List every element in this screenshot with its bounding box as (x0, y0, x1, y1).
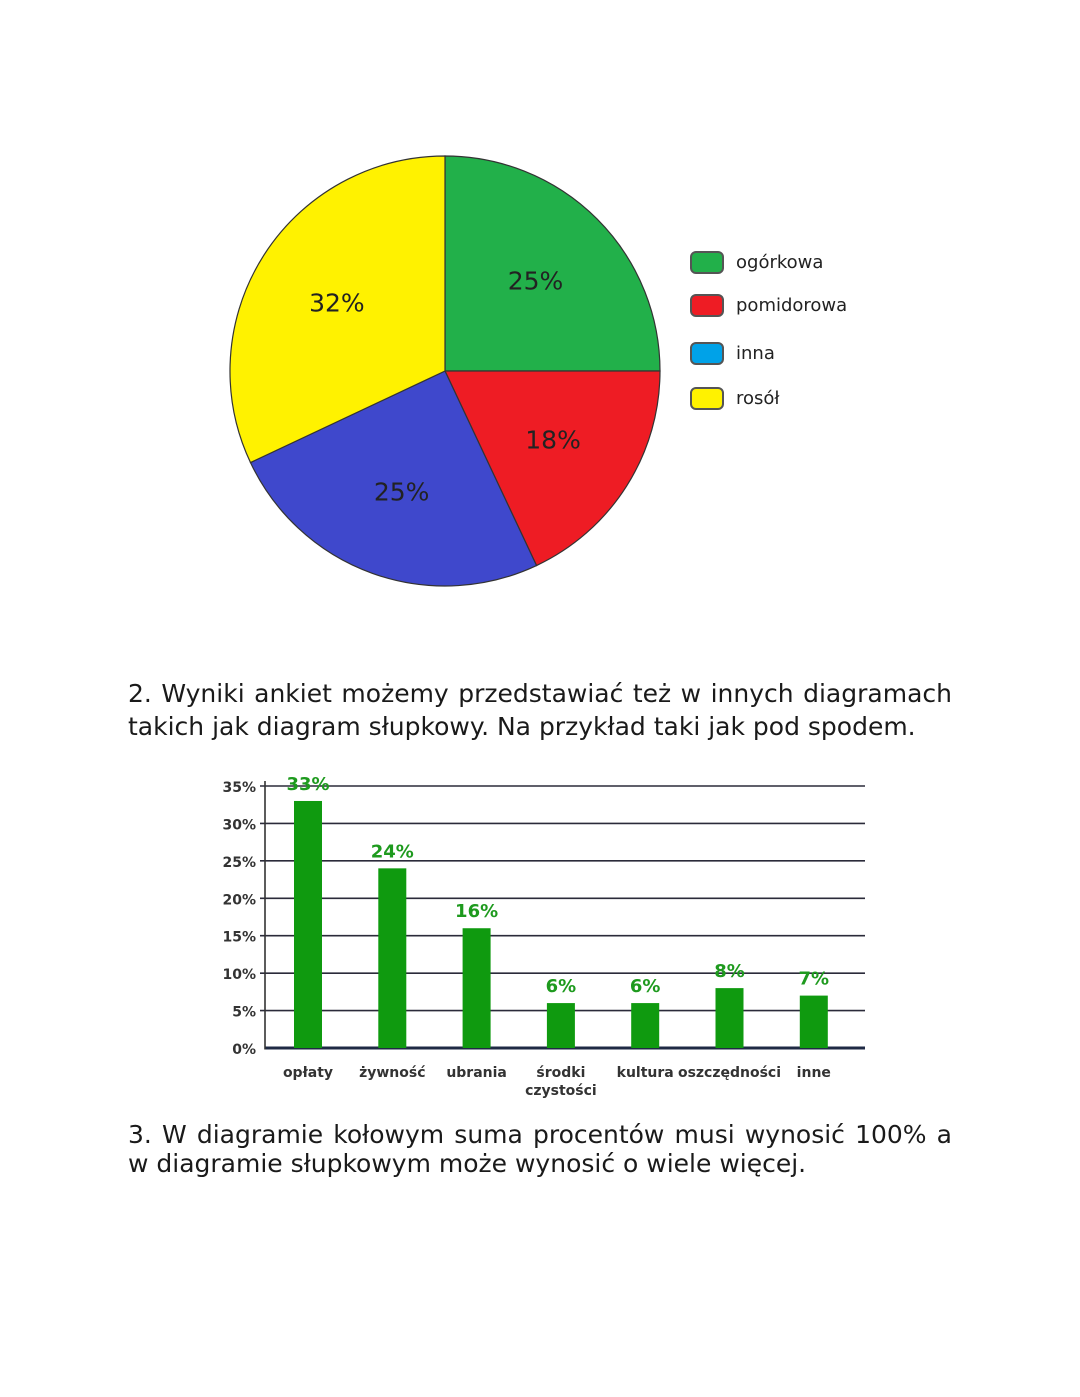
bar-value-label: 6% (545, 976, 577, 998)
x-category-label: środki czystości (525, 1065, 597, 1099)
bar (631, 1003, 659, 1048)
bar-value-label: 7% (798, 968, 830, 990)
x-category-label: oszczędności (677, 1065, 782, 1081)
y-tick-label: 15% (222, 929, 256, 946)
x-category-label: inne (796, 1065, 831, 1081)
y-tick-label: 30% (222, 817, 256, 834)
x-category-label: kultura (616, 1065, 674, 1081)
bar (716, 988, 744, 1048)
bar-value-label: 8% (714, 961, 745, 983)
y-tick-label: 0% (232, 1042, 256, 1058)
legend-label: ogórkowa (736, 252, 824, 273)
legend-label: pomidorowa (736, 295, 848, 316)
bar (800, 996, 828, 1048)
pie-slice-label: 18% (525, 425, 581, 455)
bar (547, 1003, 575, 1048)
x-category-label: żywność (359, 1065, 426, 1081)
legend-label: inna (736, 343, 775, 364)
y-tick-label: 10% (222, 967, 256, 984)
y-tick-label: 5% (232, 1004, 256, 1021)
bar-value-label: 24% (370, 841, 414, 863)
bar (463, 928, 491, 1048)
pie-slice-label: 25% (373, 477, 430, 507)
bar-value-label: 33% (286, 773, 330, 795)
y-tick-label: 25% (222, 854, 256, 871)
x-category-label: ubrania (446, 1065, 507, 1081)
bar (378, 868, 406, 1048)
legend-label: rosół (736, 388, 780, 409)
y-tick-label: 20% (222, 892, 256, 909)
y-tick-label: 35% (222, 780, 256, 796)
bar (294, 801, 322, 1048)
pie-slice-label: 25% (507, 266, 564, 296)
paragraph-3: 3. W diagramie kołowym suma procentów musi wynosić 100% a w diagramie słupkowym może wynosić o wiele więcej. (128, 1120, 952, 1178)
x-category-label: opłaty (282, 1065, 334, 1081)
pie-slice-label: 32% (309, 288, 365, 318)
bar-value-label: 16% (455, 901, 499, 923)
bar-value-label: 6% (629, 976, 661, 998)
paragraph-2: 2. Wyniki ankiet możemy przedstawiać też w innych diagramach takich jak diagram słupkowy. Na przykład taki jak pod spodem. (128, 679, 952, 741)
